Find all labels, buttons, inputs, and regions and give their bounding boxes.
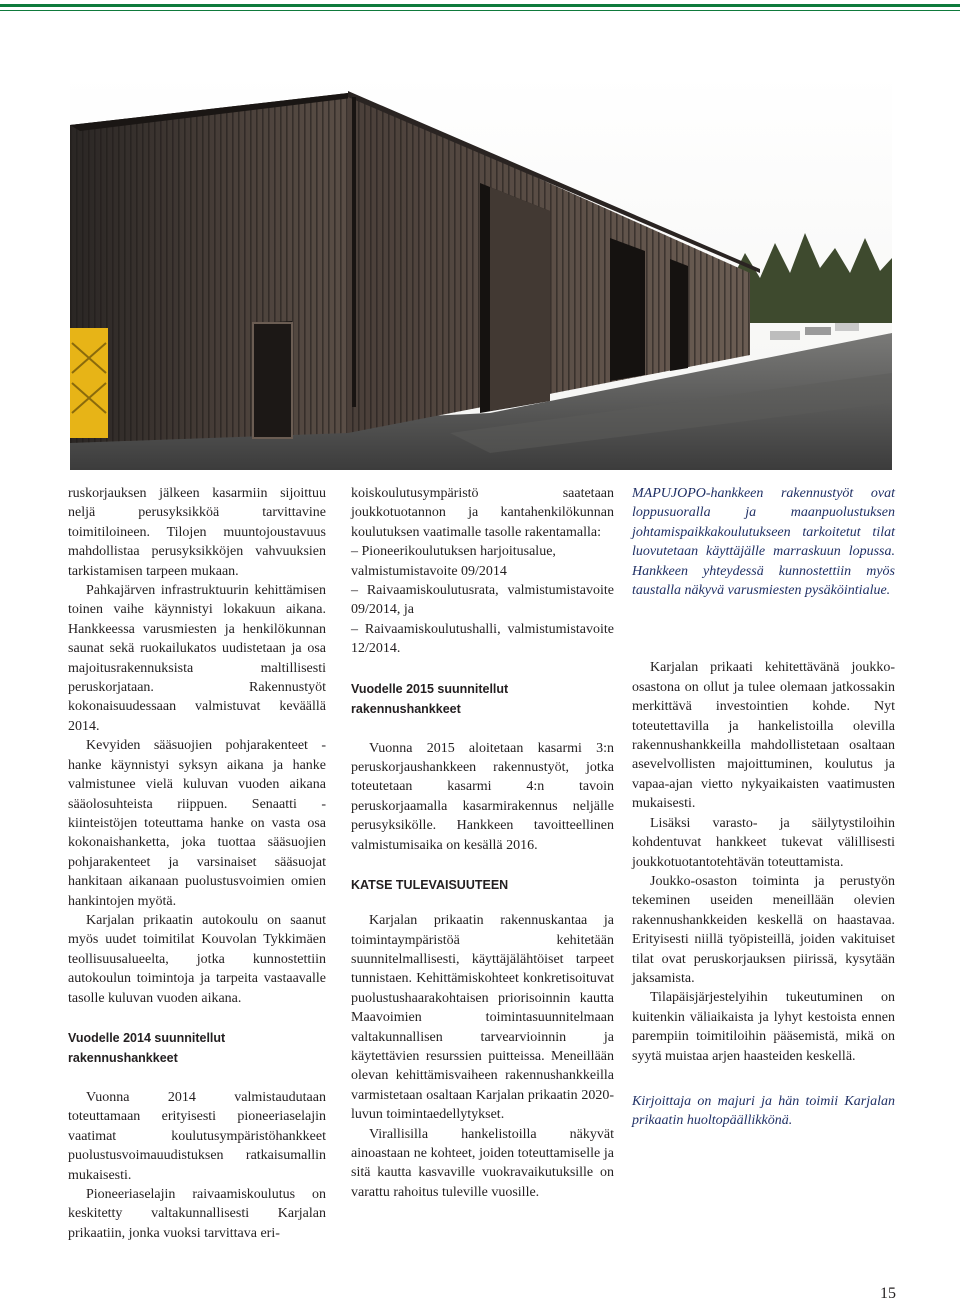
- text-column-2: [351, 484, 614, 1202]
- top-rule-thin: [0, 10, 960, 11]
- paragraph: Joukko-osaston toiminta ja perustyön tekeminen useiden meneillään olevien rakennushankkeiden keskellä on haastavaa. Erityisesti niillä työpisteillä, joiden vakituiset tilat ovat peruskorjauksen piirissä, kysytään jaksamista.: [632, 873, 895, 986]
- dash-item: valmistumistavoite 09/2014: [351, 563, 507, 579]
- building-photo: [70, 73, 892, 470]
- dash-item: – Raivaamiskoulutushalli, valmistumistavoite 12/2014.: [351, 621, 614, 657]
- text-column-1: [68, 484, 326, 1243]
- paragraph: Lisäksi varasto- ja säilytystiloihin kohdentuvat hankkeet tukevat välillisesti joukkotuotantotehtävän toteuttamista.: [632, 815, 895, 870]
- paragraph: Vuonna 2015 aloitetaan kasarmi 3:n peruskorjaushankkeen rakennustyöt, jotka toteutetaan kasarmi 4:n tavoin peruskorjaamalla kasarmirakennus neljälle perusyksikölle. Hankkeen tavoitteellinen valmistumisaika on kesällä 2016.: [351, 740, 614, 853]
- heading-line: rakennushankkeet: [68, 1050, 178, 1065]
- heading-line: Vuodelle 2014 suunnitellut: [68, 1030, 226, 1045]
- paragraph: Pahkajärven infrastruktuurin kehittämisen toinen vaihe käynnistyi lokakuun aikana. Hankkeessa varusmiesten ja henkilökunnan saunat sekä ruokailukatos uudistetaan ja osa majoitusrakennuksista maltillisesti peruskorjataan. Rakennustyöt kokonaisuudessaan valmistuvat keväällä 2014.: [68, 583, 326, 734]
- paragraph: Pioneeriaselajin raivaamiskoulutus on keskitetty valtakunnallisesti Karjalan prikaatiin, jonka vuoksi tarvittava eri-: [68, 1187, 326, 1241]
- heading-line: Vuodelle 2015 suunnitellut: [351, 681, 509, 696]
- dash-item: – Pioneerikoulutuksen harjoitusalue,: [351, 544, 556, 560]
- heading-line: rakennushankkeet: [351, 701, 461, 716]
- paragraph: Karjalan prikaatin rakennuskantaa ja toimintaympäristöä kehitetään suunnitelmallisesti, käyttäjälähtöiset tarpeet tunnistaen. Kehittämiskohteet konkretisoituvat puolustushaarakohtaisen priorisoinnin kautta Maavoimien toimintasuunnitelmaan valtakunnallisen tarvearvioinnin ja käytettävien resurssien puitteissa. Meneillään olevan kehittämisvaiheen rakennushankkeilla varmistetaan osaltaan Karjalan prikaatin 2020-luvun toimintaedellytykset.: [351, 913, 614, 1123]
- page-number: 15: [880, 1285, 896, 1302]
- section-heading: [68, 1028, 326, 1068]
- top-rule: [0, 4, 960, 7]
- paragraph: Karjalan prikaati kehitettävänä joukko-osastona on ollut ja tulee olemaan jatkossakin merkittävä investointien kohde. Nyt toteutettavilla ja hankelistoilla olevilla rakennushankkeilla mahdollistetaan osaltaan asevelvollisten majoittuminen, koulutus ja vapaa-ajan vietto nykyaikaisten vaatimusten mukaisesti.: [632, 660, 895, 812]
- text-column-3: [632, 484, 895, 1131]
- paragraph: koiskoulutusympäristö saatetaan joukkotuotannon ja kantahenkilökunnan koulutuksen vaatimalle tasolle rakentamalla:: [351, 486, 614, 540]
- paragraph: Kevyiden sääsuojien pohjarakenteet -hanke käynnistyi syksyn aikana ja hanke valmistunee vielä kuluvan vuoden aikana sääolosuhteista riippuen. Senaatti -kiinteistöjen toteuttama hanke on vasta osa kokonaishanketta, joka tuottaa sääsuojien pohjarakenteet ja varsinaiset sääsuojat hankitaan aikanaan puolustusvoimien omien hankintojen myötä.: [68, 738, 326, 909]
- paragraph: Karjalan prikaatin autokoulu on saanut myös uudet toimitilat Kouvolan Tykkimäen teollisuusalueelta, jotka kunnostettiin autokoulun toimintoja ja tarpeita vastaavalle tasolle kuluvan vuoden aikana.: [68, 912, 326, 1006]
- section-heading: KATSE TULEVAISUUTEEN: [351, 878, 509, 893]
- paragraph: Virallisilla hankelistoilla näkyvät ainoastaan ne kohteet, joiden toteuttamiselle ja sitä kautta kasvaville vuokravaikutuksille on varattu rahoitus tuleville vuosille.: [351, 1126, 614, 1200]
- photo-caption: MAPUJOPO-hankkeen rakennustyöt ovat loppusuoralla ja maanpuolustuksen johtamispaikkakoulutukseen tarkoitetut tilat luovutetaan käyttäjälle marraskuun lopussa. Hankkeen yhteydessä kunnostettiin myös taustalla näkyvä varusmiesten pysäköintialue.: [632, 486, 895, 599]
- paragraph: Tilapäisjärjestelyihin tukeutuminen on kuitenkin väliaikaista ja lyhyt kestoista ennen parempiin toimitiloihin pääsemistä, mikä on syytä muistaa arjen haasteiden keskellä.: [632, 990, 895, 1064]
- section-heading: [351, 679, 614, 719]
- dash-item: – Raivaamiskoulutusrata, valmistumistavoite 09/2014, ja: [351, 583, 614, 618]
- author-note: Kirjoittaja on majuri ja hän toimii Karjalan prikaatin huoltopäällikkönä.: [632, 1093, 895, 1129]
- paragraph: ruskorjauksen jälkeen kasarmiin sijoittuu neljä perusyksikköä tarvittavine toimitiloineen. Tilojen muuntojoustavuus mahdollistaa perusyksikköjen vahvuuksien tarkistamisen tarpeen mukaan.: [68, 486, 326, 579]
- paragraph: Vuonna 2014 valmistaudutaan toteuttamaan erityisesti pioneeriaselajin vaatimat koulutusympäristöhankkeet puolustusvoimauudistuksen ratkaisumallin mukaisesti.: [68, 1089, 326, 1183]
